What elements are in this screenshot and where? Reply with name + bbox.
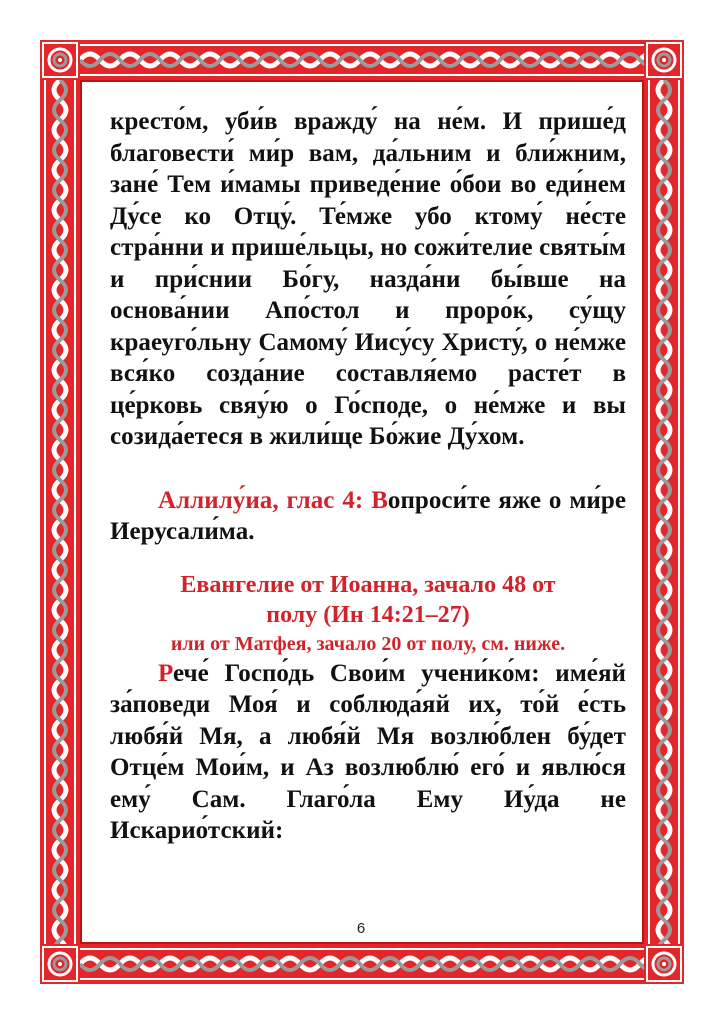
alleluia-verse	[110, 485, 626, 548]
corner-ornament-bottom-left	[40, 944, 80, 984]
gospel-text: ече́ Госпо́дь Свои́м учени́ко́м: име́яй за́поведи Моя́ и соблюда́яй их, то́й е́сть любя́й Мя, а любя́й Мя возлю́блен бу́дет Отце́м Мои́м, и Аз возлюблю́ его́ и явлю́ся ему́ Сам. Глаго́ла Ему Иу́да не Искарио́тский:	[110, 659, 626, 844]
gospel-title-line-2: полу (Ин 14:21–27)	[266, 601, 470, 628]
epistle-reading-paragraph: кресто́м, уби́в вражду́ на не́м. И прише́д благовести́ ми́р вам, да́льним и бли́жним, зане́ Тем и́мамы приведе́ние о́бои во еди́нем Ду́се ко Отцу́. Те́мже убо ктому́ не́сте стра́нни и прише́льцы, но сожи́телие святы́м и при́снии Бо́гу, назда́ни бы́вше на основа́нии Апо́стол и проро́к, су́щу краеуго́льну Самому́ Иису́су Христу́, о не́мже вся́ко созда́ние составля́емо расте́т в це́рковь свяу́ю о Го́споде, о не́мже и вы созида́етеся в жили́ще Бо́жие Ду́хом.	[110, 108, 626, 450]
page-text	[110, 106, 626, 847]
gospel-title-line-1: Евангелие от Иоанна, зачало 48 от	[180, 571, 556, 598]
page-number: 6	[356, 920, 366, 937]
border-bottom-ornament	[80, 944, 644, 984]
alleluia-initial: В	[371, 486, 388, 514]
corner-ornament-bottom-right	[644, 944, 684, 984]
border-right-ornament	[644, 80, 684, 944]
corner-ornament-top-right	[644, 40, 684, 80]
border-top-ornament	[80, 40, 644, 80]
alleluia-label: Аллилу́иа, глас 4:	[158, 486, 364, 514]
alleluia-text: опроси́те яже о ми́ре Иерусали́ма.	[110, 486, 626, 545]
corner-ornament-top-left	[40, 40, 80, 80]
gospel-alternative-note: или от Матфея, зачало 20 от полу, см. ниже.	[170, 632, 566, 655]
gospel-initial: Р	[158, 659, 173, 687]
border-left-ornament	[40, 80, 80, 944]
gospel-reading-paragraph	[110, 658, 626, 847]
